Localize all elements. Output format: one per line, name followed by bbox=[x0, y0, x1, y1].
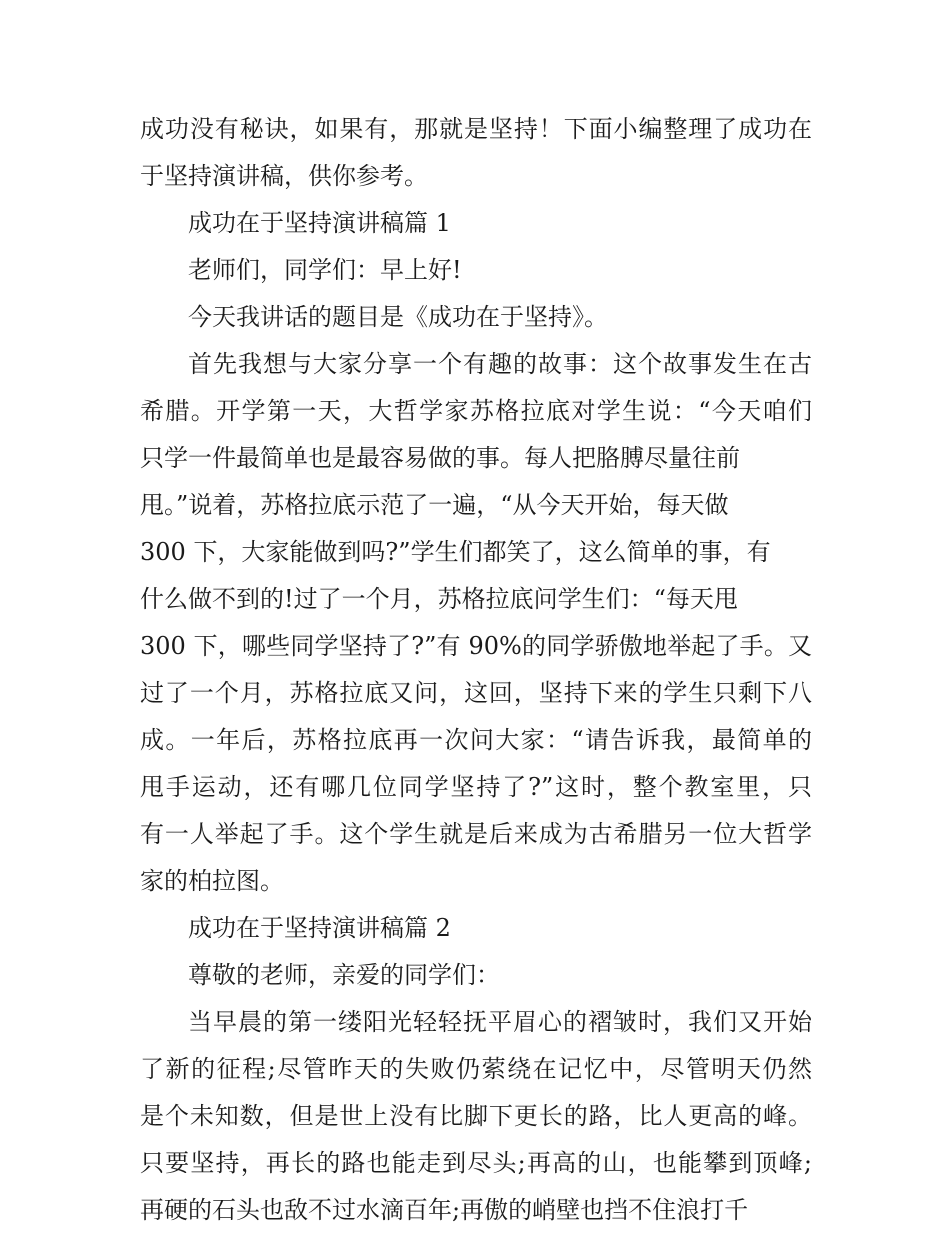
text-line-speech-2: 了新的征程;尽管昨天的失败仍萦绕在记忆中，尽管明天仍然 bbox=[140, 1055, 812, 1083]
section-heading-1: 成功在于坚持演讲稿篇 1 bbox=[188, 209, 451, 237]
text-line-speech-5: 再硬的石头也敌不过水滴百年;再傲的峭壁也挡不住浪打千 bbox=[140, 1196, 749, 1224]
text-line-topic: 今天我讲话的题目是《成功在于坚持》。 bbox=[188, 303, 608, 331]
text-line-story-3: 只学一件最简单也是最容易做的事。每人把胳膊尽量往前 bbox=[140, 444, 740, 472]
text-line-story-12: 家的柏拉图。 bbox=[140, 867, 284, 895]
text-line-story-10: 甩手运动，还有哪几位同学坚持了?”这时，整个教室里，只 bbox=[140, 773, 812, 801]
text-line-story-2: 希腊。开学第一天，大哲学家苏格拉底对学生说：“今天咱们 bbox=[140, 397, 812, 425]
text-line-speech-1: 当早晨的第一缕阳光轻轻抚平眉心的褶皱时，我们又开始 bbox=[188, 1008, 812, 1036]
text-line-greeting-1: 老师们，同学们：早上好! bbox=[188, 256, 462, 284]
section-heading-2: 成功在于坚持演讲稿篇 2 bbox=[188, 914, 451, 942]
text-line-story-7: 300 下，哪些同学坚持了?”有 90%的同学骄傲地举起了手。又 bbox=[140, 632, 812, 660]
text-line-speech-3: 是个未知数，但是世上没有比脚下更长的路，比人更高的峰。 bbox=[140, 1102, 812, 1130]
text-line-story-5: 300 下，大家能做到吗?”学生们都笑了，这么简单的事，有 bbox=[140, 538, 771, 566]
text-line-story-11: 有一人举起了手。这个学生就是后来成为古希腊另一位大哲学 bbox=[140, 820, 812, 848]
text-line-story-4: 甩。”说着，苏格拉底示范了一遍，“从今天开始，每天做 bbox=[140, 491, 729, 519]
text-line-story-9: 成。一年后，苏格拉底再一次问大家：“请告诉我，最简单的 bbox=[140, 726, 812, 754]
text-line-story-6: 什么做不到的!过了一个月，苏格拉底问学生们：“每天甩 bbox=[140, 585, 738, 613]
text-line-speech-4: 只要坚持，再长的路也能走到尽头;再高的山，也能攀到顶峰; bbox=[140, 1149, 812, 1177]
text-line-intro-1: 成功没有秘诀，如果有，那就是坚持！下面小编整理了成功在 bbox=[140, 115, 812, 143]
text-line-greeting-2: 尊敬的老师，亲爱的同学们： bbox=[188, 961, 500, 989]
text-line-intro-2: 于坚持演讲稿，供你参考。 bbox=[140, 162, 428, 190]
text-line-story-1: 首先我想与大家分享一个有趣的故事：这个故事发生在古 bbox=[188, 350, 812, 378]
document-body bbox=[140, 106, 812, 1234]
text-line-story-8: 过了一个月，苏格拉底又问，这回，坚持下来的学生只剩下八 bbox=[140, 679, 812, 707]
